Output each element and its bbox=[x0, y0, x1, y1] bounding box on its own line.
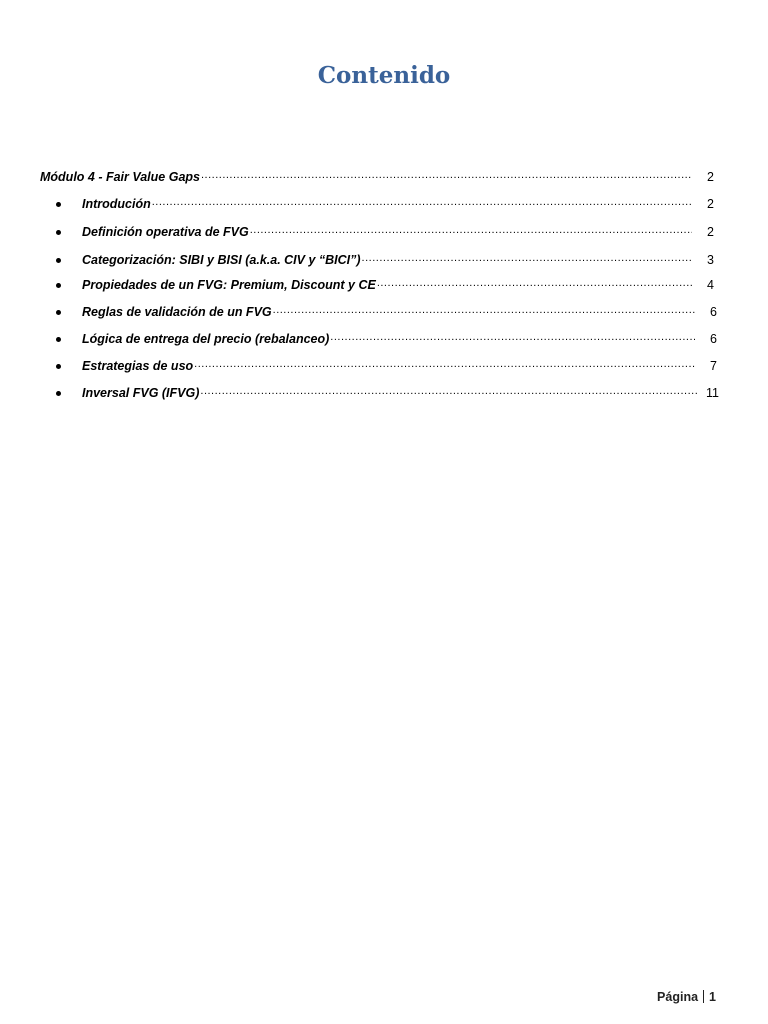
footer-separator bbox=[703, 990, 704, 1003]
toc-entry-page: 11 bbox=[706, 386, 719, 400]
bullet-icon bbox=[56, 283, 61, 288]
toc-entry-label: Estrategias de uso bbox=[82, 359, 194, 373]
toc-leader-dots bbox=[201, 168, 692, 182]
toc-entry-inversal-fvg[interactable] bbox=[82, 378, 719, 400]
bullet-icon bbox=[56, 337, 61, 342]
bullet-icon bbox=[56, 364, 61, 369]
toc-entry-properties[interactable] bbox=[82, 270, 714, 292]
toc-entry-label: Propiedades de un FVG: Premium, Discount y CE bbox=[82, 278, 376, 292]
toc-leader-dots bbox=[152, 195, 692, 209]
toc-entry-page: 3 bbox=[707, 253, 714, 267]
bullet-icon bbox=[56, 230, 61, 235]
toc-leader-dots bbox=[330, 330, 695, 344]
toc-entry-categorization[interactable] bbox=[82, 245, 714, 267]
toc-leader-dots bbox=[194, 357, 695, 371]
toc-leader-dots bbox=[250, 223, 692, 237]
toc-entry-label: Inversal FVG (IFVG) bbox=[82, 386, 200, 400]
toc-entry-definition[interactable] bbox=[82, 217, 714, 239]
page-title: Contenido bbox=[317, 62, 451, 89]
footer-page-label: Página bbox=[657, 990, 699, 1004]
toc-entry-label: Introdución bbox=[82, 197, 151, 211]
toc-entry-page: 2 bbox=[707, 197, 714, 211]
toc-leader-dots bbox=[362, 251, 692, 265]
bullet-icon bbox=[56, 258, 61, 263]
toc-entry-label: Reglas de validación de un FVG bbox=[82, 305, 272, 319]
toc-entry-page: 2 bbox=[707, 225, 714, 239]
toc-entry-price-delivery[interactable] bbox=[82, 324, 717, 346]
toc-leader-dots bbox=[200, 384, 697, 398]
toc-entry-module[interactable] bbox=[40, 162, 714, 184]
toc-entry-validation-rules[interactable] bbox=[82, 297, 717, 319]
toc-leader-dots bbox=[273, 303, 695, 317]
toc-entry-page: 6 bbox=[710, 305, 717, 319]
toc-entry-page: 6 bbox=[710, 332, 717, 346]
toc-entry-page: 7 bbox=[710, 359, 717, 373]
toc-entry-page: 4 bbox=[707, 278, 714, 292]
toc-entry-label: Definición operativa de FVG bbox=[82, 225, 249, 239]
footer-page-number: 1 bbox=[709, 990, 716, 1004]
toc-leader-dots bbox=[377, 276, 692, 290]
toc-entry-label: Categorización: SIBI y BISI (a.k.a. CIV y “BICI”) bbox=[82, 253, 361, 267]
toc-entry-strategies[interactable] bbox=[82, 351, 717, 373]
bullet-icon bbox=[56, 202, 61, 207]
toc-entry-label: Módulo 4 - Fair Value Gaps bbox=[40, 170, 200, 184]
toc-entry-page: 2 bbox=[707, 170, 714, 184]
bullet-icon bbox=[56, 391, 61, 396]
bullet-icon bbox=[56, 310, 61, 315]
toc-entry-label: Lógica de entrega del precio (rebalanceo) bbox=[82, 332, 330, 346]
page-footer bbox=[657, 990, 716, 1004]
toc-entry-introduction[interactable] bbox=[82, 189, 714, 211]
